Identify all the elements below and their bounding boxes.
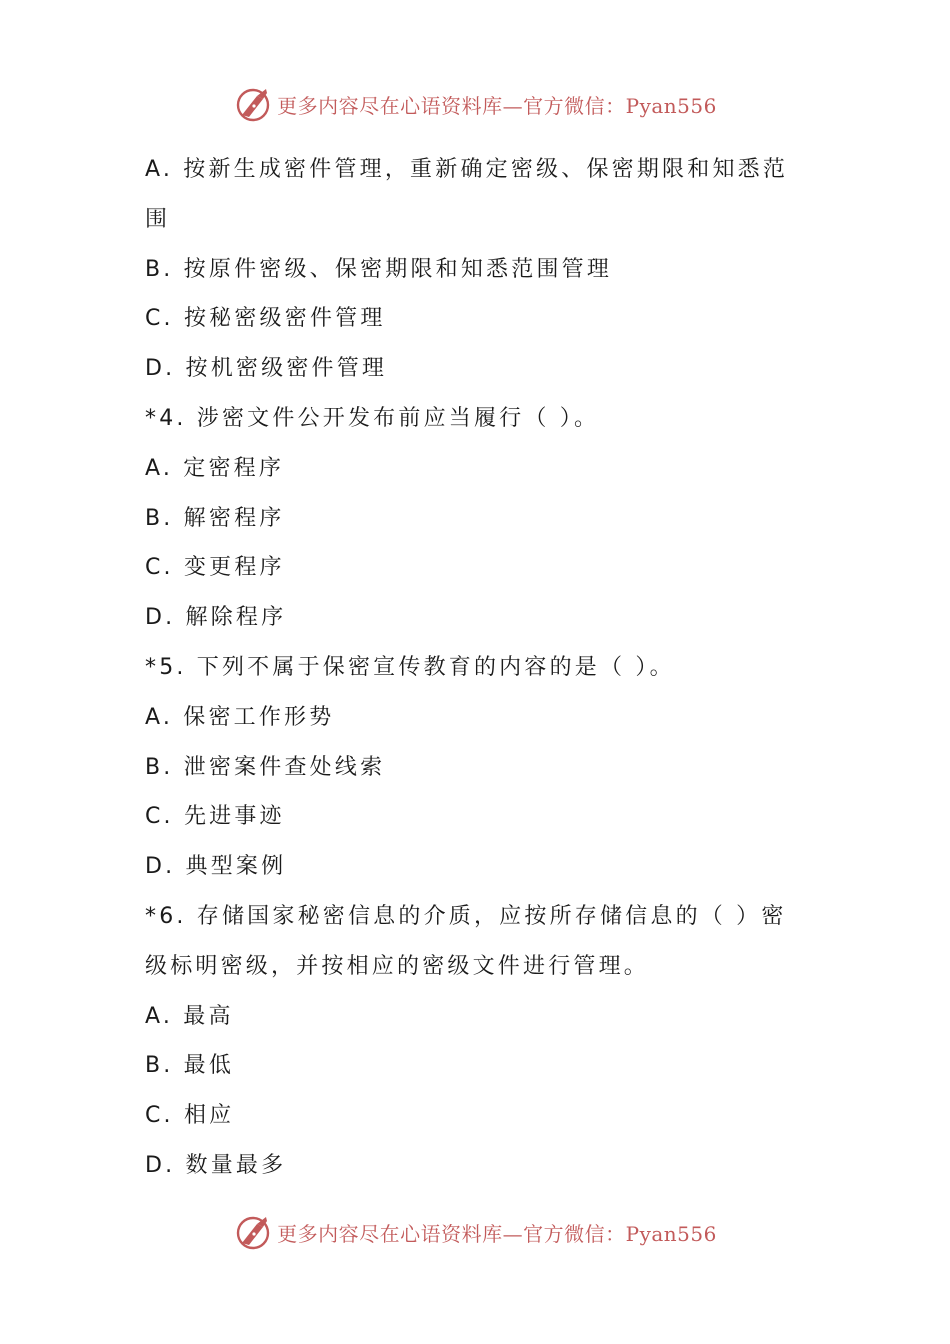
footer-text xyxy=(277,1218,717,1247)
text-line: C. 先进事迹 xyxy=(145,804,285,830)
text-line: D. 数量最多 xyxy=(145,1152,287,1178)
text-line: B. 解密程序 xyxy=(145,505,285,531)
text-line: C. 相应 xyxy=(145,1103,235,1129)
text-line: C. 变更程序 xyxy=(145,555,285,581)
text-line: A. 最高 xyxy=(145,1003,234,1029)
question-5: *5. 下列不属于保密宣传教育的内容的是（ ）。 xyxy=(145,654,675,680)
footer-banner xyxy=(0,1210,950,1254)
header-brand: 更多内容尽在心语资料库 xyxy=(277,93,503,118)
document-body xyxy=(145,145,810,1191)
text-line: A. 按新生成密件管理，重新确定密级、保密期限和知悉范 xyxy=(145,157,789,182)
text-line: A. 保密工作形势 xyxy=(145,704,335,730)
footer-wechat: —官方微信：Pyan556 xyxy=(502,1221,717,1246)
text-line: A. 定密程序 xyxy=(145,455,285,481)
text-line: B. 按原件密级、保密期限和知悉范围管理 xyxy=(145,256,613,282)
header-text xyxy=(277,90,717,119)
header-banner xyxy=(0,82,950,126)
text-line: D. 解除程序 xyxy=(145,605,287,631)
text-line: D. 典型案例 xyxy=(145,854,287,880)
footer-brand: 更多内容尽在心语资料库 xyxy=(277,1221,503,1246)
header-wechat: —官方微信：Pyan556 xyxy=(502,93,717,118)
text-line: C. 按秘密级密件管理 xyxy=(145,306,386,332)
text-line: B. 泄密案件查处线索 xyxy=(145,754,386,780)
pen-nib-circle-icon xyxy=(233,84,273,124)
question-6: *6. 存储国家秘密信息的介质，应按所存储信息的（ ）密 xyxy=(145,903,787,929)
text-line: D. 按机密级密件管理 xyxy=(145,356,388,382)
question-4: *4. 涉密文件公开发布前应当履行（ ）。 xyxy=(145,405,600,431)
text-line: 级标明密级，并按相应的密级文件进行管理。 xyxy=(145,953,650,979)
pen-nib-circle-icon xyxy=(233,1212,273,1252)
text-line: B. 最低 xyxy=(145,1053,235,1079)
text-line: 围 xyxy=(145,206,171,232)
